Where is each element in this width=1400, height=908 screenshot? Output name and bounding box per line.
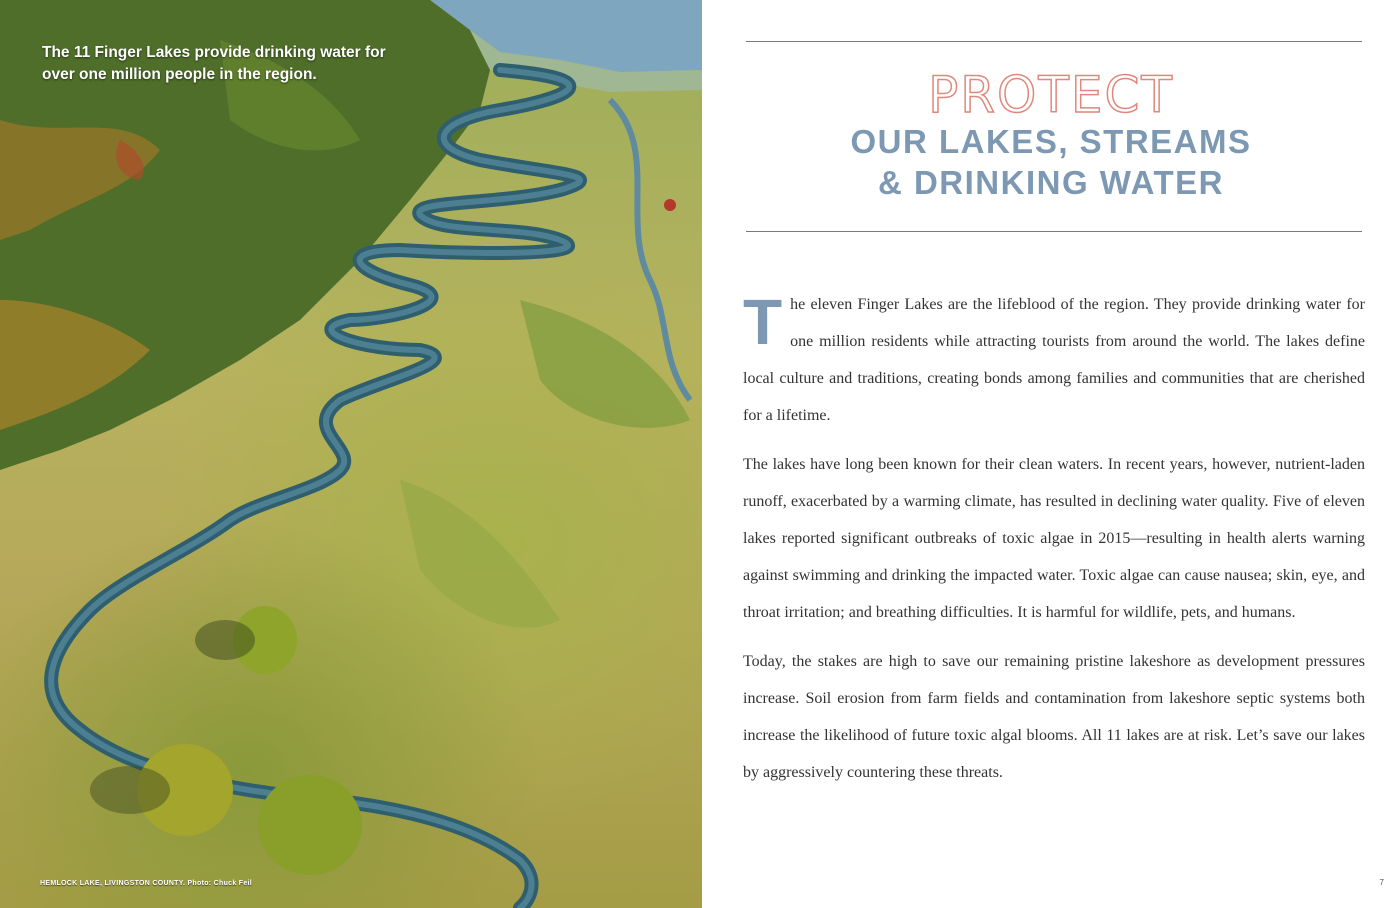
page-number: 7 xyxy=(1379,878,1384,887)
paragraph-3: Today, the stakes are high to save our remaining pristine lakeshore as development pressures increase. Soil erosion from farm fields and contamination from lakeshore septic systems both increase the likelihood of future toxic algal blooms. All 11 lakes are at risk. Let’s save our lakes by aggressively countering these threats. xyxy=(743,653,1365,781)
top-rule xyxy=(746,41,1362,42)
tree-shadow xyxy=(195,620,255,660)
photo-caption: The 11 Finger Lakes provide drinking water for over one million people in the region. xyxy=(42,44,386,83)
bottom-rule xyxy=(746,231,1362,232)
title-line-2: OUR LAKES, STREAMS xyxy=(850,123,1252,160)
photo-credit: HEMLOCK LAKE, LIVINGSTON COUNTY. Photo: Chuck Feil xyxy=(40,880,253,887)
text-page xyxy=(702,0,1400,908)
title-protect: PROTECT xyxy=(928,66,1174,124)
paragraph-1 xyxy=(743,286,1365,434)
tree-shadow xyxy=(90,766,170,814)
meadow-tree xyxy=(258,775,362,875)
drop-cap: T xyxy=(743,286,783,358)
title-subheading xyxy=(702,121,1400,203)
marsh-patch xyxy=(400,480,560,628)
paragraph-2: The lakes have long been known for their clean waters. In recent years, however, nutrient-laden runoff, exacerbated by a warming climate, has resulted in declining water quality. Five of eleven lakes reported significant outbreaks of toxic algae in 2015—resulting in health alerts warning against swimming and drinking the impacted water. Toxic algae can cause nausea; skin, eye, and throat irritation; and breathing difficulties. It is harmful for wildlife, pets, and humans. xyxy=(743,456,1365,621)
paragraph-1-text: he eleven Finger Lakes are the lifeblood of the region. They provide drinking water for one million residents while attracting tourists from around the world. The lakes define local culture and traditions, creating bonds among families and communities that are cherished for a lifetime. xyxy=(743,296,1365,424)
title-line-3: & DRINKING WATER xyxy=(877,164,1225,201)
body-text xyxy=(743,286,1365,803)
red-shrub xyxy=(664,199,676,211)
